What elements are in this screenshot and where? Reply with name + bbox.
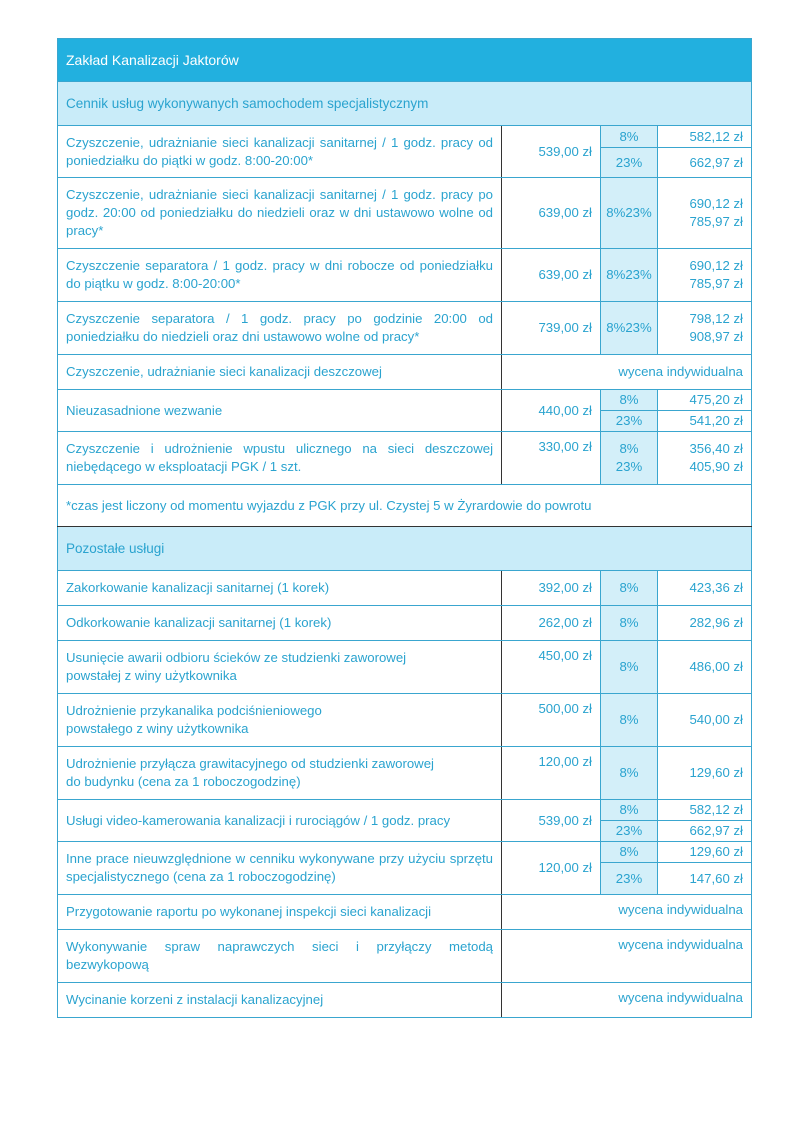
table-row bbox=[58, 432, 752, 485]
table-row bbox=[58, 747, 752, 800]
table-row bbox=[58, 126, 752, 148]
service-description: Udrożnienie przyłącza grawitacyjnego od studzienki zaworowej do budynku (cena za 1 roboczogodzinę) bbox=[58, 747, 502, 800]
table-row bbox=[58, 249, 752, 302]
net-price: 639,00 zł bbox=[502, 249, 601, 302]
gross-price: 662,97 zł bbox=[658, 821, 752, 842]
gross-price: 356,40 zł 405,90 zł bbox=[658, 432, 752, 485]
net-price: 739,00 zł bbox=[502, 302, 601, 355]
gross-price: 475,20 zł bbox=[658, 390, 752, 411]
individual-pricing: wycena indywidualna bbox=[502, 355, 752, 390]
table-row bbox=[58, 895, 752, 930]
company-title: Zakład Kanalizacji Jaktorów bbox=[58, 39, 752, 82]
service-description: Inne prace nieuwzględnione w cenniku wykonywane przy użyciu sprzętu specjalistycznego (cena za 1 roboczogodzinę) bbox=[58, 842, 502, 895]
gross-price: 690,12 zł 785,97 zł bbox=[658, 178, 752, 249]
table-row bbox=[58, 694, 752, 747]
service-description: Wykonywanie spraw naprawczych sieci i przyłączy metodą bezwykopową bbox=[58, 930, 502, 983]
net-price: 392,00 zł bbox=[502, 571, 601, 606]
gross-price: 798,12 zł 908,97 zł bbox=[658, 302, 752, 355]
service-description: Udrożnienie przykanalika podciśnieniowego powstałego z winy użytkownika bbox=[58, 694, 502, 747]
vat-rate: 8% bbox=[601, 126, 658, 148]
service-description: Czyszczenie separatora / 1 godz. pracy po godzinie 20:00 od poniedziałku do niedzieli oraz dni ustawowo wolne od pracy* bbox=[58, 302, 502, 355]
section-heading-vehicle-services: Cennik usług wykonywanych samochodem specjalistycznym bbox=[58, 82, 752, 126]
vat-rate: 8% bbox=[601, 842, 658, 863]
table-row bbox=[58, 800, 752, 821]
net-price: 120,00 zł bbox=[502, 842, 601, 895]
service-description: Czyszczenie, udrażnianie sieci kanalizacji sanitarnej / 1 godz. pracy po godz. 20:00 od poniedziałku do niedzieli oraz w dni ustawowo wolne od pracy* bbox=[58, 178, 502, 249]
net-price: 120,00 zł bbox=[502, 747, 601, 800]
section-heading-other-services: Pozostałe usługi bbox=[58, 527, 752, 571]
section-heading-row bbox=[58, 82, 752, 126]
gross-price: 486,00 zł bbox=[658, 641, 752, 694]
vat-rate: 8% bbox=[601, 800, 658, 821]
service-description: Odkorkowanie kanalizacji sanitarnej (1 korek) bbox=[58, 606, 502, 641]
gross-price: 662,97 zł bbox=[658, 148, 752, 178]
vat-rate: 8%23% bbox=[601, 249, 658, 302]
net-price: 500,00 zł bbox=[502, 694, 601, 747]
service-description: Czyszczenie separatora / 1 godz. pracy w dni robocze od poniedziałku do piątku w godz. 8:00-20:00* bbox=[58, 249, 502, 302]
net-price: 262,00 zł bbox=[502, 606, 601, 641]
time-note: *czas jest liczony od momentu wyjazdu z PGK przy ul. Czystej 5 w Żyrardowie do powrotu bbox=[58, 485, 752, 527]
vat-rate: 8%23% bbox=[601, 178, 658, 249]
service-description: Czyszczenie, udrażnianie sieci kanalizacji sanitarnej / 1 godz. pracy od poniedziałku do piątki w godz. 8:00-20:00* bbox=[58, 126, 502, 178]
table-row bbox=[58, 485, 752, 527]
table-row bbox=[58, 355, 752, 390]
service-description: Przygotowanie raportu po wykonanej inspekcji sieci kanalizacji bbox=[58, 895, 502, 930]
gross-price: 541,20 zł bbox=[658, 411, 752, 432]
table-row bbox=[58, 983, 752, 1018]
vat-rate: 23% bbox=[601, 863, 658, 895]
vat-rate: 8% bbox=[601, 641, 658, 694]
gross-price: 582,12 zł bbox=[658, 126, 752, 148]
gross-price: 423,36 zł bbox=[658, 571, 752, 606]
service-description: Czyszczenie, udrażnianie sieci kanalizacji deszczowej bbox=[58, 355, 502, 390]
table-title-row bbox=[58, 39, 752, 82]
service-description: Usunięcie awarii odbioru ścieków ze studzienki zaworowej powstałej z winy użytkownika bbox=[58, 641, 502, 694]
net-price: 330,00 zł bbox=[502, 432, 601, 485]
vat-rate: 8% bbox=[601, 571, 658, 606]
vat-rate: 8% bbox=[601, 747, 658, 800]
vat-rate: 8% bbox=[601, 694, 658, 747]
gross-price: 582,12 zł bbox=[658, 800, 752, 821]
section-heading-row bbox=[58, 527, 752, 571]
net-price: 539,00 zł bbox=[502, 800, 601, 842]
price-list-table bbox=[57, 38, 752, 1018]
vat-rate: 23% bbox=[601, 148, 658, 178]
net-price: 440,00 zł bbox=[502, 390, 601, 432]
service-description: Usługi video-kamerowania kanalizacji i rurociągów / 1 godz. pracy bbox=[58, 800, 502, 842]
individual-pricing: wycena indywidualna bbox=[502, 930, 752, 983]
table-row bbox=[58, 571, 752, 606]
service-description: Nieuzasadnione wezwanie bbox=[58, 390, 502, 432]
table-row bbox=[58, 930, 752, 983]
vat-rate: 8% bbox=[601, 390, 658, 411]
vat-rate: 8%23% bbox=[601, 302, 658, 355]
service-description: Zakorkowanie kanalizacji sanitarnej (1 korek) bbox=[58, 571, 502, 606]
gross-price: 129,60 zł bbox=[658, 842, 752, 863]
gross-price: 129,60 zł bbox=[658, 747, 752, 800]
net-price: 639,00 zł bbox=[502, 178, 601, 249]
net-price: 450,00 zł bbox=[502, 641, 601, 694]
table-row bbox=[58, 390, 752, 411]
gross-price: 282,96 zł bbox=[658, 606, 752, 641]
table-row bbox=[58, 641, 752, 694]
table-row bbox=[58, 178, 752, 249]
vat-rate: 23% bbox=[601, 411, 658, 432]
gross-price: 540,00 zł bbox=[658, 694, 752, 747]
gross-price: 690,12 zł 785,97 zł bbox=[658, 249, 752, 302]
vat-rate: 23% bbox=[601, 821, 658, 842]
gross-price: 147,60 zł bbox=[658, 863, 752, 895]
table-row bbox=[58, 302, 752, 355]
individual-pricing: wycena indywidualna bbox=[502, 895, 752, 930]
table-row bbox=[58, 606, 752, 641]
table-row bbox=[58, 842, 752, 863]
vat-rate: 8% bbox=[601, 606, 658, 641]
vat-rate: 8% 23% bbox=[601, 432, 658, 485]
service-description: Czyszczenie i udrożnienie wpustu ulicznego na sieci deszczowej niebędącego w eksploatacji PGK / 1 szt. bbox=[58, 432, 502, 485]
service-description: Wycinanie korzeni z instalacji kanalizacyjnej bbox=[58, 983, 502, 1018]
net-price: 539,00 zł bbox=[502, 126, 601, 178]
individual-pricing: wycena indywidualna bbox=[502, 983, 752, 1018]
